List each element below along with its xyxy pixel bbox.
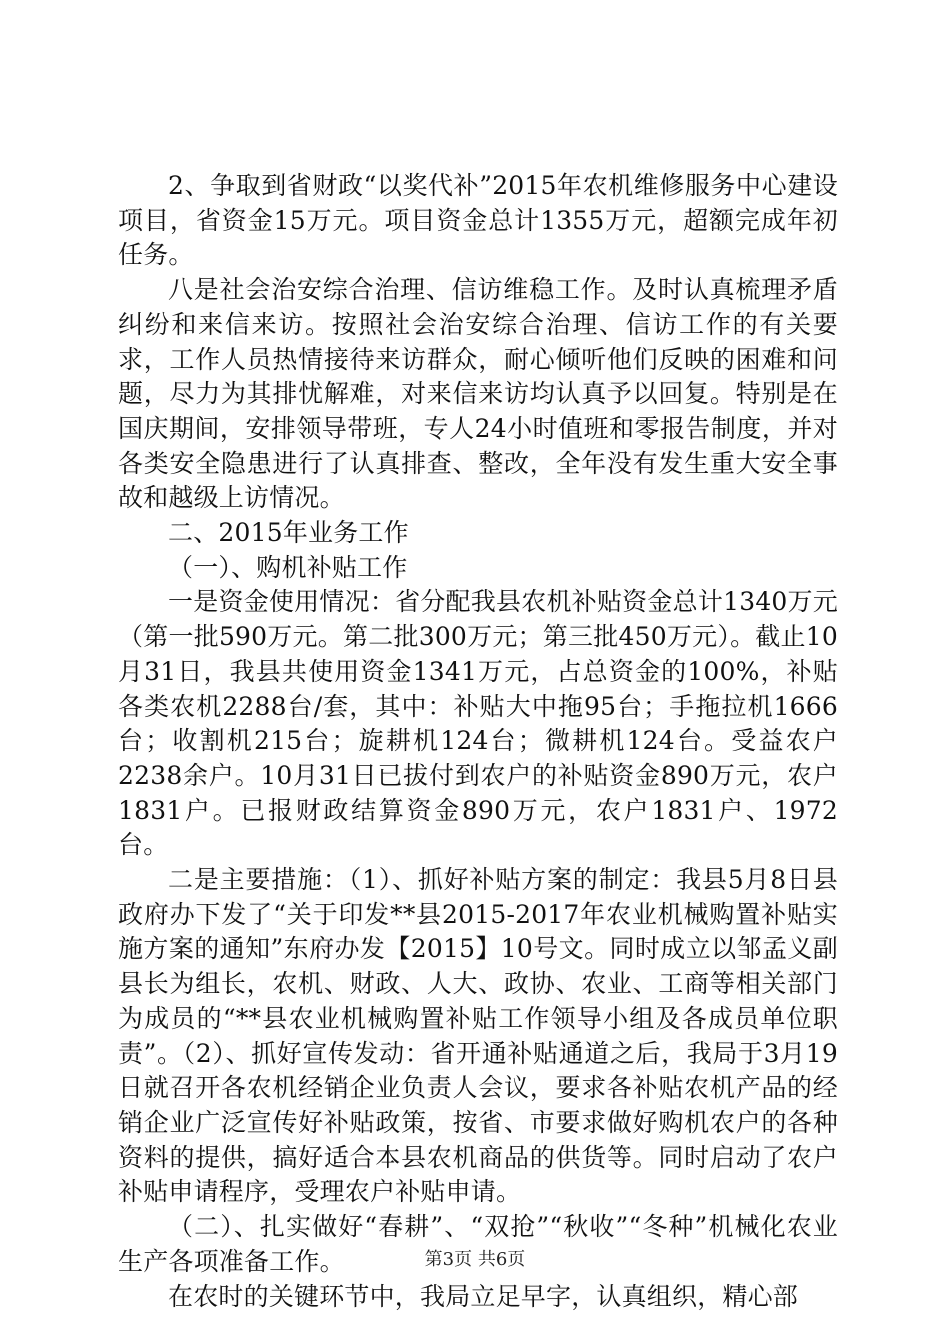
paragraph-subsidy-project: 2、争取到省财政“以奖代补”2015年农机维修服务中心建设项目，省资金15万元。项目资金总计1355万元，超额完成年初任务。: [118, 171, 838, 270]
paragraph-key-phases: 在农时的关键环节中，我局立足早字，认真组织，精心部: [168, 1281, 799, 1311]
subsection-heading-farming-preparation: （二）、扎实做好“春耕”、“双抢”“秋收”“冬种”机械化农业生产各项准备工作。: [118, 1212, 838, 1276]
paragraph-main-measures: 二是主要措施：（1）、抓好补贴方案的制定：我县5月8日县政府办下发了“关于印发**县2015-2017年农业机械购置补贴实施方案的通知”东府办发【2015】10号文。同时成立以邹孟义副县长为组长，农机、财政、人大、政协、农业、工商等相关部门为成员的“**县农业机械购置补贴工作领导小组及各成员单位职责”。（2）、抓好宣传发动：省开通补贴通道之后，我局于3月19日就召开各农机经销企业负责人会议，要求各补贴农机产品的经销企业广泛宣传好补贴政策，按省、市要求做好购机农户的各种资料的提供，搞好适合本县农机商品的供货等。同时启动了农户补贴申请程序，受理农户补贴申请。: [118, 865, 838, 1207]
paragraph-public-security: 八是社会治安综合治理、信访维稳工作。及时认真梳理矛盾纠纷和来信来访。按照社会治安综合治理、信访工作的有关要求，工作人员热情接待来访群众，耐心倾听他们反映的困难和问题，尽力为其排忧解难，对来信来访均认真予以回复。特别是在国庆期间，安排领导带班，专人24小时值班和零报告制度，并对各类安全隐患进行了认真排查、整改，全年没有发生重大安全事故和越级上访情况。: [118, 275, 838, 513]
document-body: [118, 169, 838, 1314]
section-heading-business-work: 二、2015年业务工作: [168, 518, 409, 548]
paragraph-fund-usage: 一是资金使用情况：省分配我县农机补贴资金总计1340万元（第一批590万元。第二批300万元；第三批450万元）。截止10月31日，我县共使用资金1341万元，占总资金的100%，补贴各类农机2288台/套，其中：补贴大中拖95台；手拖拉机1666台；收割机215台；旋耕机124台；微耕机124台。受益农户2238余户。10月31日已拔付到农户的补贴资金890万元，农户1831户。已报财政结算资金890万元，农户1831户、1972台。: [118, 587, 838, 860]
subsection-heading-purchase-subsidy: （一）、购机补贴工作: [168, 552, 408, 582]
page-number-footer: 第3页 共6页: [424, 1249, 526, 1270]
